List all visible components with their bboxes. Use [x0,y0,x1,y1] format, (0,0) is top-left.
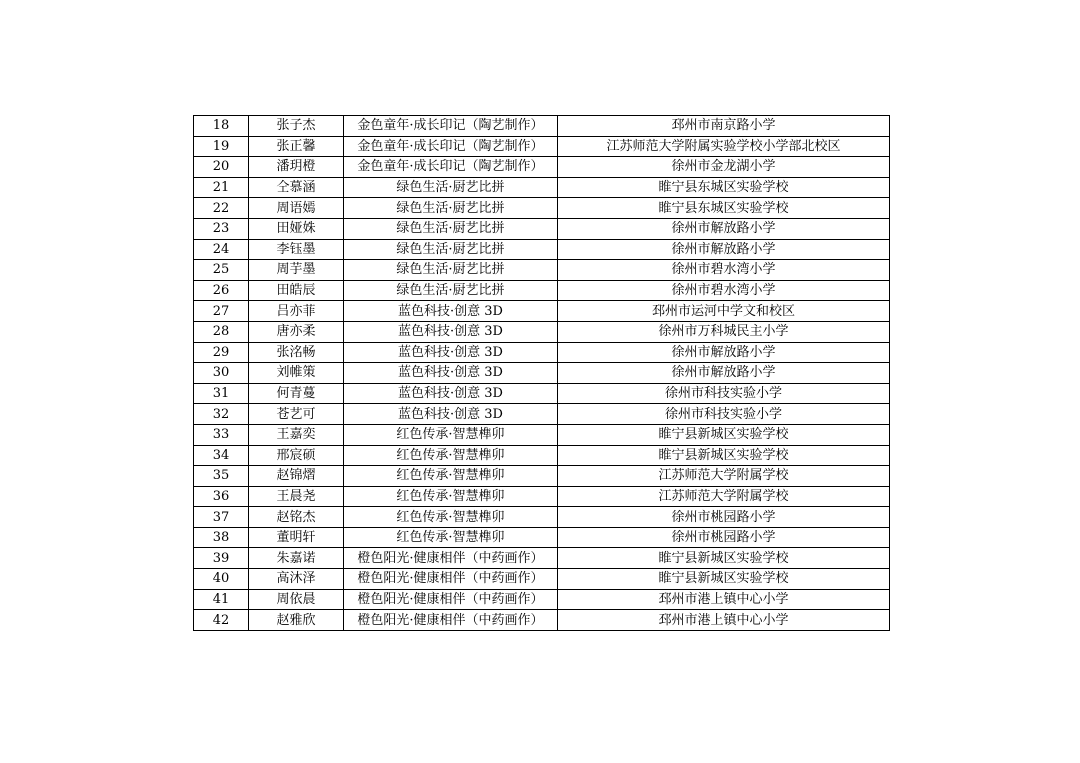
cell-name: 周语嫣 [249,198,344,219]
cell-number: 29 [194,342,249,363]
cell-number: 21 [194,177,249,198]
cell-school: 睢宁县新城区实验学校 [558,548,890,569]
cell-number: 39 [194,548,249,569]
cell-number: 41 [194,589,249,610]
cell-school: 徐州市金龙湖小学 [558,157,890,178]
cell-name: 张正馨 [249,136,344,157]
cell-name: 朱嘉诺 [249,548,344,569]
cell-number: 35 [194,466,249,487]
cell-project: 蓝色科技·创意 3D [344,321,558,342]
table-row [194,424,890,445]
table-row [194,342,890,363]
cell-number: 25 [194,260,249,281]
cell-name: 唐亦柔 [249,321,344,342]
table-row [194,507,890,528]
cell-school: 徐州市解放路小学 [558,239,890,260]
cell-school: 徐州市万科城民主小学 [558,321,890,342]
cell-number: 26 [194,280,249,301]
cell-school: 邳州市南京路小学 [558,116,890,137]
cell-project: 绿色生活·厨艺比拼 [344,177,558,198]
table-row [194,486,890,507]
table-row [194,321,890,342]
roster-table-body [194,116,890,631]
cell-school: 徐州市科技实验小学 [558,383,890,404]
cell-project: 蓝色科技·创意 3D [344,404,558,425]
cell-project: 蓝色科技·创意 3D [344,342,558,363]
cell-project: 橙色阳光·健康相伴（中药画作） [344,610,558,631]
table-row [194,527,890,548]
cell-number: 37 [194,507,249,528]
cell-name: 苍艺可 [249,404,344,425]
cell-number: 19 [194,136,249,157]
table-row [194,383,890,404]
cell-name: 邢宸硕 [249,445,344,466]
cell-project: 红色传承·智慧榫卯 [344,445,558,466]
table-row [194,301,890,322]
cell-name: 赵雅欣 [249,610,344,631]
cell-school: 徐州市解放路小学 [558,342,890,363]
cell-project: 金色童年·成长印记（陶艺制作） [344,157,558,178]
cell-name: 何青蔓 [249,383,344,404]
cell-school: 江苏师范大学附属学校 [558,486,890,507]
cell-number: 18 [194,116,249,137]
table-row [194,280,890,301]
cell-number: 36 [194,486,249,507]
cell-school: 睢宁县东城区实验学校 [558,177,890,198]
cell-school: 邳州市港上镇中心小学 [558,589,890,610]
cell-name: 高沐泽 [249,569,344,590]
cell-school: 徐州市桃园路小学 [558,527,890,548]
table-row [194,466,890,487]
cell-project: 蓝色科技·创意 3D [344,301,558,322]
cell-name: 田娅姝 [249,218,344,239]
table-row [194,569,890,590]
table-row [194,239,890,260]
cell-project: 金色童年·成长印记（陶艺制作） [344,116,558,137]
cell-name: 周芋墨 [249,260,344,281]
table-row [194,218,890,239]
cell-school: 睢宁县新城区实验学校 [558,569,890,590]
cell-name: 王晨尧 [249,486,344,507]
table-row [194,445,890,466]
table-row [194,610,890,631]
cell-school: 睢宁县新城区实验学校 [558,424,890,445]
cell-project: 绿色生活·厨艺比拼 [344,260,558,281]
roster-table [193,115,890,631]
cell-number: 31 [194,383,249,404]
cell-school: 徐州市解放路小学 [558,218,890,239]
cell-project: 红色传承·智慧榫卯 [344,527,558,548]
cell-number: 38 [194,527,249,548]
cell-project: 蓝色科技·创意 3D [344,363,558,384]
cell-number: 32 [194,404,249,425]
cell-name: 李钰墨 [249,239,344,260]
table-row [194,198,890,219]
cell-project: 红色传承·智慧榫卯 [344,466,558,487]
cell-name: 吕亦菲 [249,301,344,322]
cell-project: 蓝色科技·创意 3D [344,383,558,404]
table-row [194,589,890,610]
cell-number: 24 [194,239,249,260]
cell-number: 40 [194,569,249,590]
cell-number: 27 [194,301,249,322]
cell-number: 28 [194,321,249,342]
cell-project: 红色传承·智慧榫卯 [344,507,558,528]
cell-school: 江苏师范大学附属学校 [558,466,890,487]
cell-name: 潘玥橙 [249,157,344,178]
cell-project: 绿色生活·厨艺比拼 [344,239,558,260]
cell-name: 赵锦熠 [249,466,344,487]
cell-number: 34 [194,445,249,466]
cell-project: 绿色生活·厨艺比拼 [344,198,558,219]
cell-school: 江苏师范大学附属实验学校小学部北校区 [558,136,890,157]
cell-project: 红色传承·智慧榫卯 [344,424,558,445]
cell-project: 金色童年·成长印记（陶艺制作） [344,136,558,157]
cell-project: 红色传承·智慧榫卯 [344,486,558,507]
cell-name: 仝慕涵 [249,177,344,198]
cell-number: 33 [194,424,249,445]
cell-name: 王嘉奕 [249,424,344,445]
cell-name: 田皓辰 [249,280,344,301]
cell-number: 23 [194,218,249,239]
table-row [194,260,890,281]
cell-project: 橙色阳光·健康相伴（中药画作） [344,569,558,590]
cell-project: 绿色生活·厨艺比拼 [344,280,558,301]
cell-school: 徐州市碧水湾小学 [558,260,890,281]
cell-name: 赵铭杰 [249,507,344,528]
cell-school: 徐州市桃园路小学 [558,507,890,528]
cell-project: 橙色阳光·健康相伴（中药画作） [344,589,558,610]
cell-number: 20 [194,157,249,178]
cell-number: 30 [194,363,249,384]
cell-school: 睢宁县东城区实验学校 [558,198,890,219]
cell-number: 22 [194,198,249,219]
cell-number: 42 [194,610,249,631]
table-row [194,136,890,157]
cell-school: 徐州市碧水湾小学 [558,280,890,301]
table-row [194,404,890,425]
table-row [194,157,890,178]
cell-school: 徐州市解放路小学 [558,363,890,384]
cell-project: 橙色阳光·健康相伴（中药画作） [344,548,558,569]
cell-name: 张洺畅 [249,342,344,363]
table-row [194,177,890,198]
cell-school: 徐州市科技实验小学 [558,404,890,425]
table-row [194,363,890,384]
cell-school: 睢宁县新城区实验学校 [558,445,890,466]
cell-name: 周依晨 [249,589,344,610]
table-row [194,548,890,569]
cell-name: 董明轩 [249,527,344,548]
cell-school: 邳州市港上镇中心小学 [558,610,890,631]
cell-project: 绿色生活·厨艺比拼 [344,218,558,239]
table-row [194,116,890,137]
cell-name: 刘帷策 [249,363,344,384]
cell-school: 邳州市运河中学文和校区 [558,301,890,322]
cell-name: 张子杰 [249,116,344,137]
